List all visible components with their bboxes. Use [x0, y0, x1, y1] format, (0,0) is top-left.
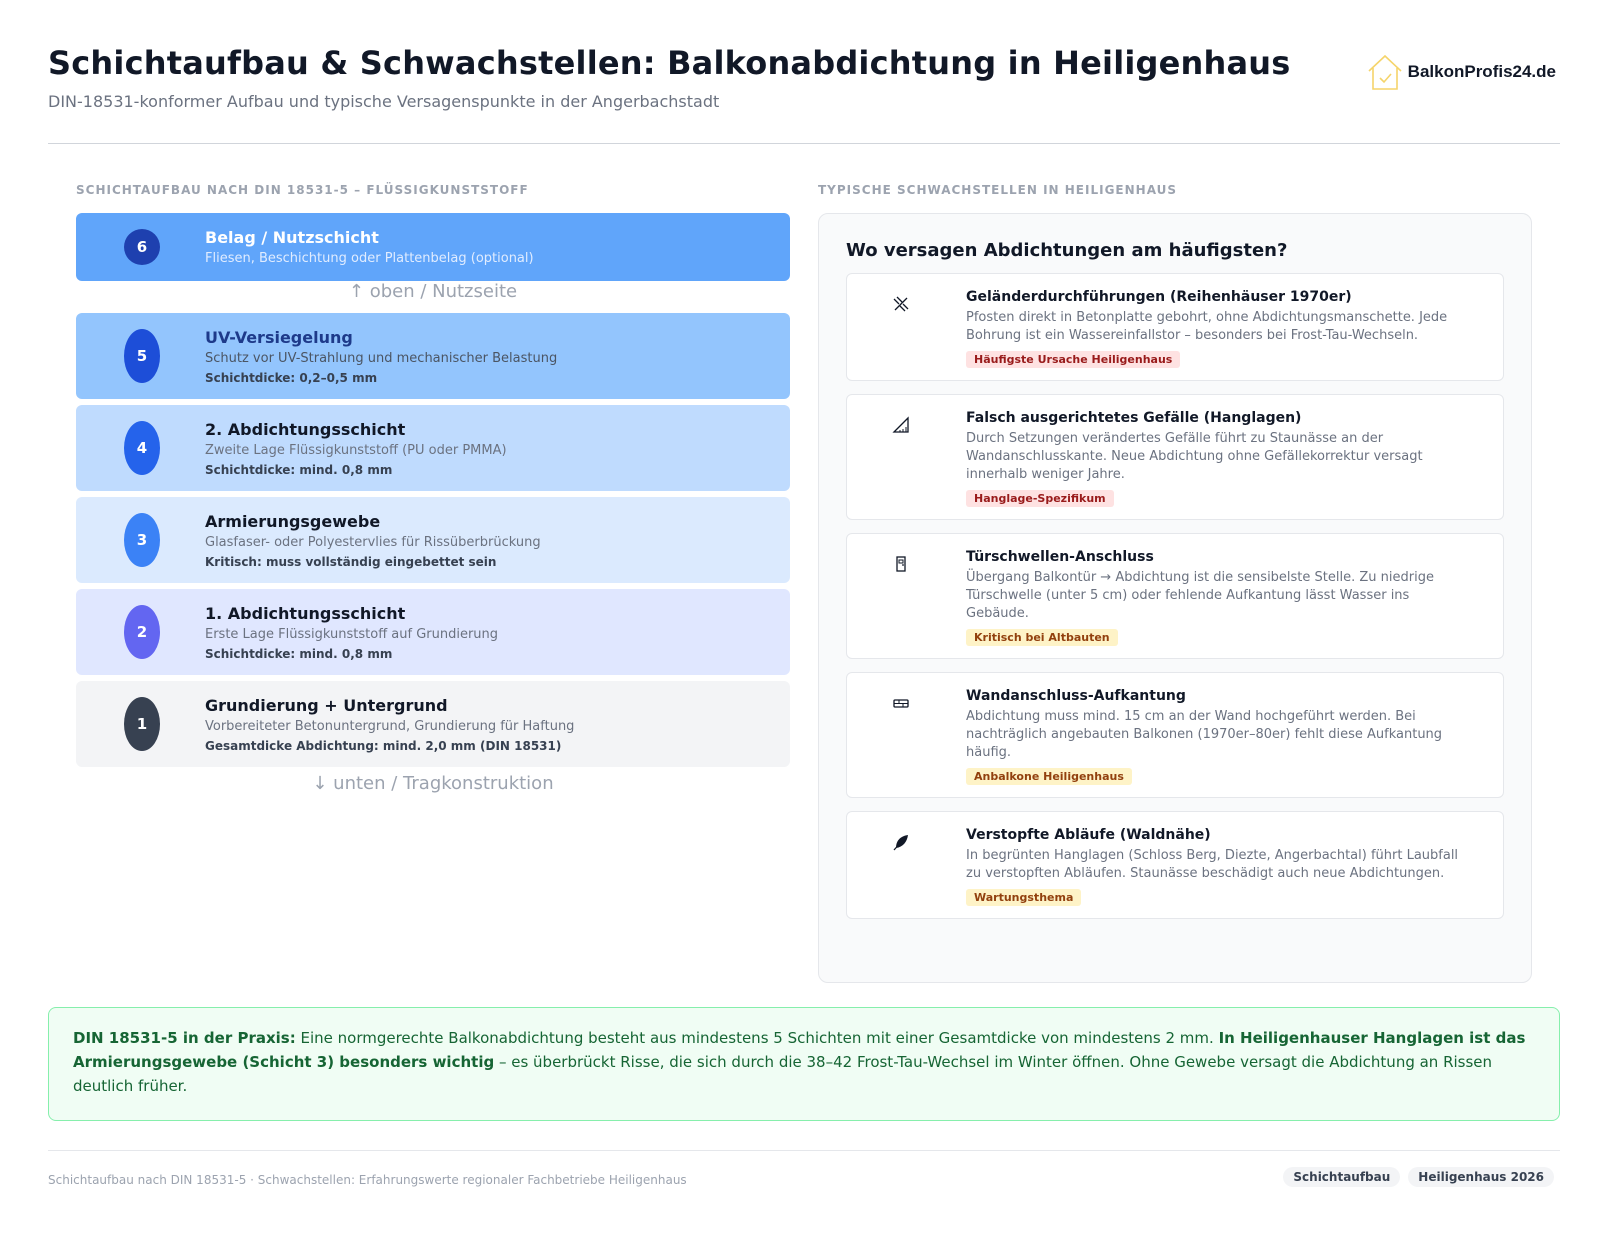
layer-description: Glasfaser- oder Polyestervlies für Rissüberbrückung — [205, 535, 541, 550]
weakpoint-description: Abdichtung muss mind. 15 cm an der Wand hochgeführt werden. Bei nachträglich angebauten Balkonen (1970er–80er) fehlt diese Aufkantung häufig. — [966, 709, 1443, 760]
layer-description: Schutz vor UV-Strahlung und mechanischer Belastung — [205, 351, 558, 366]
tag[interactable]: Schichtaufbau — [1283, 1167, 1400, 1187]
note-highlight: In Heiligenhauser Hanglagen ist das Armierungsgewebe (Schicht 3) besonders wichtig — [73, 1029, 1526, 1071]
weakpoint-card — [846, 672, 1504, 798]
layer-thickness: Kritisch: muss vollständig eingebettet sein — [205, 555, 497, 569]
weakpoint-title: Wandanschluss-Aufkantung — [966, 688, 1186, 704]
layer-thickness: Gesamtdicke Abdichtung: mind. 2,0 mm (DIN 18531) — [205, 739, 562, 753]
layer-number-badge: 4 — [124, 421, 160, 475]
page-subtitle: DIN-18531-konformer Aufbau und typische Versagenspunkte in der Angerbachstadt — [48, 92, 720, 111]
layer-thickness: Schichtdicke: mind. 0,8 mm — [205, 463, 393, 477]
leaf-icon — [891, 832, 911, 852]
layer-description: Erste Lage Flüssigkunststoff auf Grundierung — [205, 627, 499, 642]
page-footer — [48, 1150, 1560, 1200]
layer-number-badge: 1 — [124, 697, 160, 751]
source-note: Schichtaufbau nach DIN 18531-5 · Schwachstellen: Erfahrungswerte regionaler Fachbetriebe Heiligenhaus — [48, 1173, 687, 1187]
layer-3 — [76, 497, 790, 583]
layer-1 — [76, 681, 790, 767]
layer-number-badge: 6 — [124, 229, 160, 265]
weakpoint-card — [846, 273, 1504, 381]
tag-list — [1283, 1167, 1554, 1187]
weakpoints-section-label: TYPISCHE SCHWACHSTELLEN IN HEILIGENHAUS — [818, 183, 1178, 197]
layer-thickness: Schichtdicke: mind. 0,8 mm — [205, 647, 393, 661]
logo-text: BalkonProfis24.de — [1407, 62, 1556, 81]
weakpoint-card — [846, 533, 1504, 659]
layer-name: UV-Versiegelung — [205, 328, 353, 347]
layer-number-badge: 3 — [124, 513, 160, 567]
weakpoint-description: Durch Setzungen verändertes Gefälle führt zu Staunässe an der Wandanschlusskante. Neue Abdichtung ohne Gefällekorrektur versagt innerhalb weniger Jahre. — [966, 431, 1423, 482]
practice-note — [48, 1007, 1560, 1121]
house-check-icon — [1366, 52, 1404, 92]
weakpoint-description: Pfosten direkt in Betonplatte gebohrt, ohne Abdichtungsmanschette. Jede Bohrung ist ein Wassereinfallstor – besonders bei Frost-Tau-Wechseln. — [966, 310, 1448, 343]
layer-description: Vorbereiteter Betonuntergrund, Grundierung für Haftung — [205, 719, 575, 734]
triangle-ruler-icon — [891, 415, 911, 435]
layer-description: Zweite Lage Flüssigkunststoff (PU oder PMMA) — [205, 443, 507, 458]
layer-5 — [76, 313, 790, 399]
weakpoint-description: Übergang Balkontür → Abdichtung ist die sensibelste Stelle. Zu niedrige Türschwelle (unter 5 cm) oder fehlende Aufkantung lässt Wasser ins Gebäude. — [966, 570, 1434, 621]
weakpoint-description: In begrünten Hanglagen (Schloss Berg, Diezte, Angerbachtal) führt Laubfall zu verstopften Abläufen. Staunässe beschädigt auch neue Abdichtungen. — [966, 848, 1459, 881]
weakpoints-title: Wo versagen Abdichtungen am häufigsten? — [846, 240, 1288, 261]
layers-section-label: SCHICHTAUFBAU NACH DIN 18531-5 – FLÜSSIGKUNSTSTOFF — [76, 183, 529, 197]
bottom-direction-note: ↓ unten / Tragkonstruktion — [312, 773, 554, 794]
weakpoint-badge: Wartungsthema — [966, 889, 1081, 906]
note-text-2: – es überbrückt Risse, die sich durch die 38–42 Frost-Tau-Wechsel im Winter öffnen. Ohne Gewebe versagt die Abdichtung an Rissen deutlich früher. — [73, 1053, 1493, 1095]
layer-2 — [76, 589, 790, 675]
weakpoint-title: Falsch ausgerichtetes Gefälle (Hanglagen) — [966, 410, 1302, 426]
brand-logo[interactable] — [1366, 52, 1556, 92]
layer-4 — [76, 405, 790, 491]
layer-name: Armierungsgewebe — [205, 512, 381, 531]
weakpoint-title: Verstopfte Abläufe (Waldnähe) — [966, 827, 1211, 843]
layer-number-badge: 5 — [124, 329, 160, 383]
door-icon — [891, 554, 911, 574]
layer-6 — [76, 213, 790, 281]
layer-number-badge: 2 — [124, 605, 160, 659]
weakpoint-title: Geländerdurchführungen (Reihenhäuser 1970er) — [966, 289, 1352, 305]
weakpoint-badge: Häufigste Ursache Heiligenhaus — [966, 351, 1180, 368]
page-header — [48, 44, 1560, 144]
layer-description: Fliesen, Beschichtung oder Plattenbelag (optional) — [205, 251, 534, 266]
layer-name: 2. Abdichtungsschicht — [205, 420, 406, 439]
weakpoint-title: Türschwellen-Anschluss — [966, 549, 1154, 565]
top-direction-note: ↑ oben / Nutzseite — [348, 281, 518, 302]
page-title: Schichtaufbau & Schwachstellen: Balkonabdichtung in Heiligenhaus — [48, 44, 1291, 82]
layer-name: Belag / Nutzschicht — [205, 228, 379, 247]
weakpoint-badge: Hanglage-Spezifikum — [966, 490, 1114, 507]
weakpoint-card — [846, 394, 1504, 520]
weakpoint-badge: Anbalkone Heiligenhaus — [966, 768, 1132, 785]
layer-name: 1. Abdichtungsschicht — [205, 604, 406, 623]
weakpoints-panel — [818, 213, 1532, 983]
layer-name: Grundierung + Untergrund — [205, 696, 448, 715]
note-text-1: Eine normgerechte Balkonabdichtung besteht aus mindestens 5 Schichten mit einer Gesamtdicke von mindestens 2 mm. — [295, 1029, 1219, 1047]
tools-icon — [891, 294, 911, 314]
note-lead: DIN 18531-5 in der Praxis: — [73, 1029, 296, 1047]
layer-stack — [76, 213, 790, 805]
weakpoint-badge: Kritisch bei Altbauten — [966, 629, 1118, 646]
tag[interactable]: Heiligenhaus 2026 — [1408, 1167, 1554, 1187]
layer-thickness: Schichtdicke: 0,2–0,5 mm — [205, 371, 378, 385]
brick-wall-icon — [891, 693, 911, 713]
weakpoint-card — [846, 811, 1504, 919]
